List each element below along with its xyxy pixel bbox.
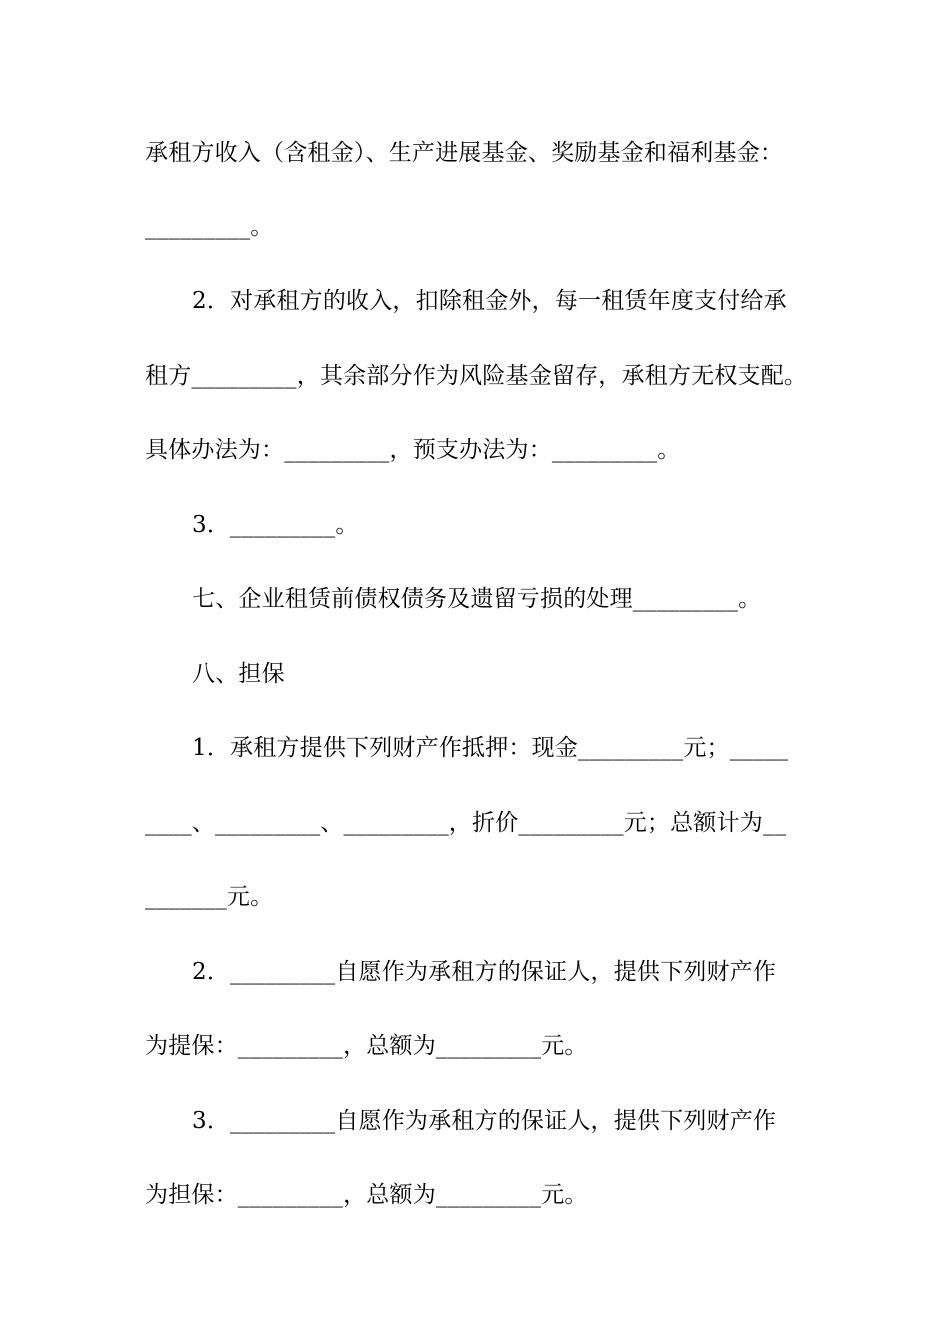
- text-line-guarantee-2-cont: 为提保：_________，总额为_________元。: [145, 1033, 588, 1059]
- text-line-clause-3: 3．_________。: [192, 512, 359, 538]
- section-heading-8: 八、担保: [192, 661, 285, 687]
- text-line-guarantee-1: 1．承租方提供下列财产作抵押：现金_________元；_____: [192, 735, 789, 761]
- text-line-specific-method: 具体办法为：_________，预支办法为：_________。: [145, 437, 681, 463]
- text-line-clause-2-cont: 租方_________，其余部分作为风险基金留存，承租方无权支配。: [145, 363, 808, 389]
- text-line-income-funds: 承租方收入（含租金）、生产进展基金、奖励基金和福利基金：: [145, 140, 784, 166]
- text-line-guarantee-2: 2．_________自愿作为承租方的保证人，提供下列财产作: [192, 959, 777, 985]
- section-heading-7: 七、企业租赁前债权债务及遗留亏损的处理_________。: [192, 586, 762, 612]
- text-line-guarantee-3: 3．_________自愿作为承租方的保证人，提供下列财产作: [192, 1108, 777, 1134]
- text-line-guarantee-3-cont: 为担保：_________，总额为_________元。: [145, 1182, 588, 1208]
- text-line-guarantee-1-cont: ____、_________、_________，折价_________元；总额计为__: [145, 810, 787, 836]
- text-line-clause-2: 2．对承租方的收入，扣除租金外，每一租赁年度支付给承: [192, 288, 787, 314]
- text-line-guarantee-1-end: _______元。: [145, 884, 274, 910]
- text-line-blank: _________。: [145, 214, 274, 240]
